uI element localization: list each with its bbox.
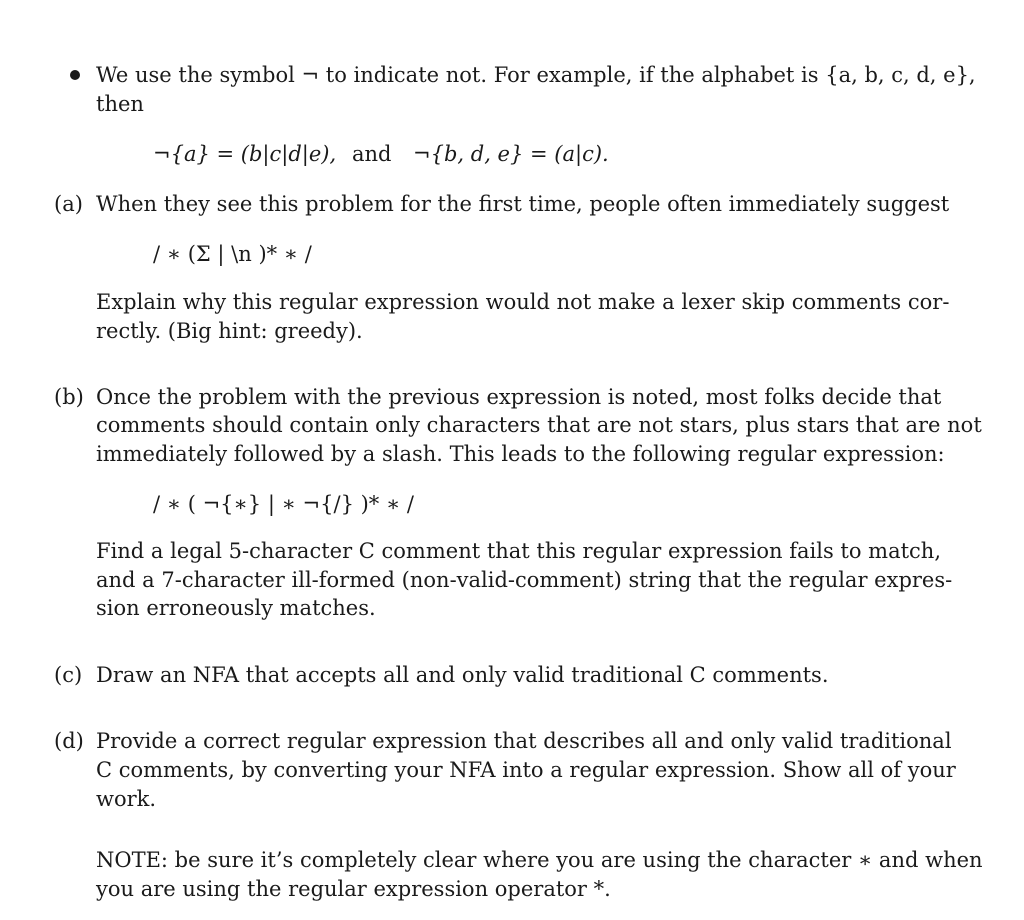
part-a-explain-line1: Explain why this regular expression would not make a lexer skip comments cor- xyxy=(96,290,950,314)
part-b-find-line2: and a 7-character ill-formed (non-valid-comment) string that the regular expres- xyxy=(96,568,953,592)
part-b-find-line1: Find a legal 5-character C comment that this regular expression fails to match, xyxy=(96,539,942,563)
bullet-dot xyxy=(70,70,80,80)
note-line2: you are using the regular expression operator *. xyxy=(96,877,611,901)
part-b-label: (b) xyxy=(54,385,84,409)
part-d-line2: C comments, by converting your NFA into a regular expression. Show all of your xyxy=(96,758,956,782)
part-c-label: (c) xyxy=(54,663,83,687)
part-b-regex: / ∗ ( ¬{∗} | ∗ ¬{/} )* ∗ / xyxy=(153,492,414,516)
part-a-explain-line2: rectly. (Big hint: greedy). xyxy=(96,319,363,343)
part-b-find-line3: sion erroneously matches. xyxy=(96,596,376,620)
part-d-line1: Provide a correct regular expression that describes all and only valid traditional xyxy=(96,729,952,753)
part-b-line3: immediately followed by a slash. This leads to the following regular expression: xyxy=(96,442,945,466)
example-not-a: ¬{a} = (b|c|d|e), xyxy=(153,142,337,166)
part-a-regex: / ∗ (Σ | \n )* ∗ / xyxy=(153,242,312,266)
part-d-line3: work. xyxy=(96,787,157,811)
bullet-text-line1: We use the symbol ¬ to indicate not. For example, if the alphabet is {a, b, c, d, e}, xyxy=(96,63,976,87)
example-not-bde: ¬{b, d, e} = (a|c). xyxy=(413,142,609,166)
bullet-text-line2: then xyxy=(96,92,144,116)
example-and: and xyxy=(352,142,392,166)
part-a-line1: When they see this problem for the first time, people often immediately suggest xyxy=(96,192,950,216)
part-d-label: (d) xyxy=(54,729,84,753)
part-b-line2: comments should contain only characters that are not stars, plus stars that are not xyxy=(96,413,982,437)
part-a-label: (a) xyxy=(54,192,83,216)
part-b-line1: Once the problem with the previous expression is noted, most folks decide that xyxy=(96,385,942,409)
part-c-line1: Draw an NFA that accepts all and only valid traditional C comments. xyxy=(96,663,829,687)
note-line1: NOTE: be sure it’s completely clear where you are using the character ∗ and when xyxy=(96,848,983,872)
